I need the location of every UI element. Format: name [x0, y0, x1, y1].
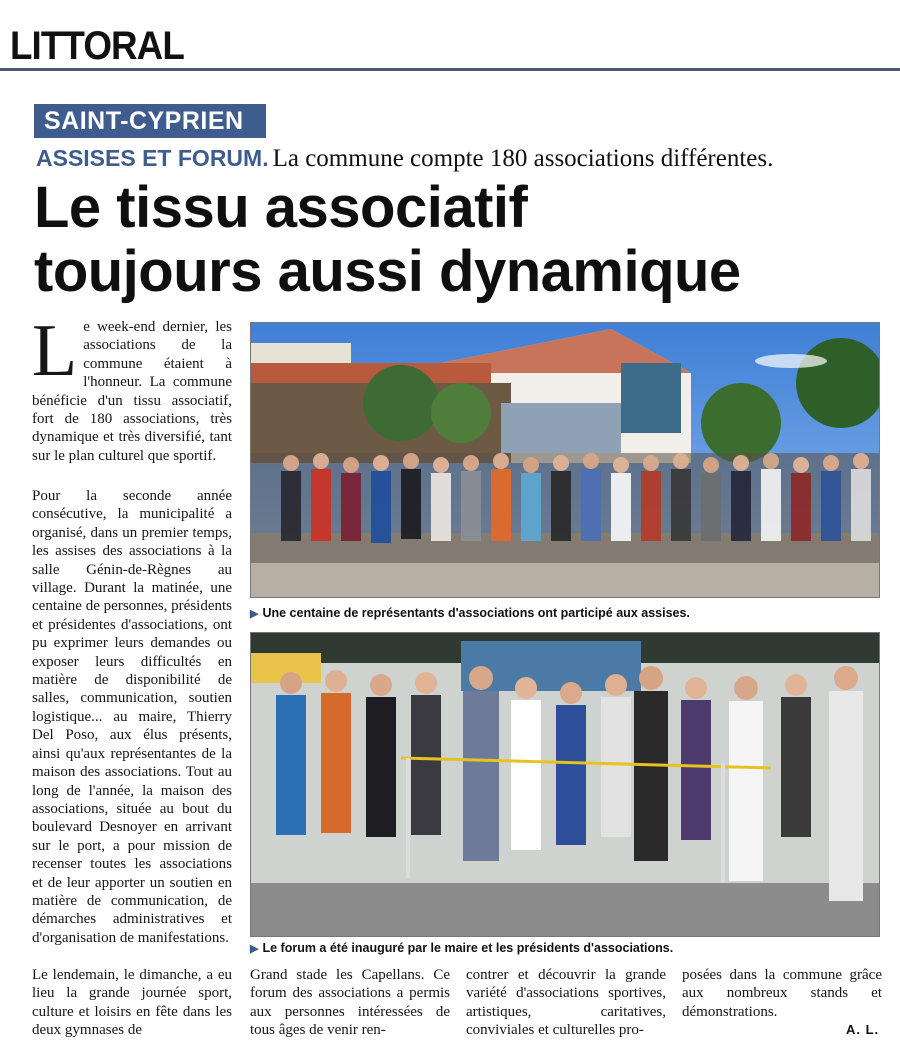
photo-assises	[250, 322, 880, 598]
photo-forum	[250, 632, 880, 937]
headline-line-2: toujours aussi dynamique	[34, 239, 741, 304]
headline	[34, 176, 894, 304]
caption-photo-assises	[250, 606, 890, 620]
paragraph-1-text: e week-end dernier, les associations de la commune étaient à l'honneur. La commune bénéficie d'un tissu associatif, fort de 180 associations, très dynamique et très diversifié, tant sur le plan culturel que sportif.	[32, 319, 232, 464]
caption-photo-forum-text: Le forum a été inauguré par le maire et les présidents d'associations.	[262, 941, 674, 955]
section-divider	[0, 68, 900, 71]
body-paragraph-3-col3: contrer et découvrir la grande variété d'associations sportives, artistiques, caritatives, conviviales et culturelles pro-	[466, 967, 666, 1039]
town-tag: SAINT-CYPRIEN	[34, 104, 266, 138]
caption-photo-assises-text: Une centaine de représentants d'associations ont participé aux assises.	[262, 606, 690, 620]
headline-line-1: Le tissu associatif	[34, 175, 528, 240]
caption-marker-icon: ▶	[250, 943, 259, 955]
body-paragraph-3-col2: Grand stade les Capellans. Ce forum des associations a permis aux personnes intéressées de tous âges de venir ren-	[250, 967, 450, 1039]
deck: La commune compte 180 associations différentes.	[272, 145, 774, 172]
caption-marker-icon: ▶	[250, 608, 259, 620]
caption-photo-forum	[250, 941, 890, 955]
byline: A. L.	[846, 1022, 880, 1037]
photo-forum-image	[251, 633, 880, 937]
section-title: LITTORAL	[10, 24, 184, 68]
photo-assises-image	[251, 323, 880, 598]
dropcap: L	[32, 310, 78, 392]
body-paragraph-2: Pour la seconde année consécutive, la municipalité a organisé, dans un premier temps, les assises des associations à la salle Génin-de-Règnes au village. Durant la matinée, une centaine de personnes, présidents et présidentes d'associations, ont pu exprimer leurs demandes ou exposer leurs difficultés en matière de disponibilité de salles, communication, soutien logistique... au maire, Thierry Del Poso, aux élus présents, ainsi qu'aux représentantes de la maison des associations. Tout au long de l'année, la maison des associations, située au bout du boulevard Desnoyer en arrivant sur le port, a pour mission de recenser toutes les associations et de leur apporter un soutien en matière de communication, de démarches administratives et d'organisation de manifestations.	[32, 488, 232, 946]
kicker: ASSISES ET FORUM.	[36, 145, 269, 171]
body-paragraph-3-col4: posées dans la commune grâce aux nombreux stands et démonstrations.	[682, 967, 882, 1020]
kicker-line	[36, 145, 773, 173]
body-paragraph-3-col1: Le lendemain, le dimanche, a eu lieu la grande journée sport, culture et loisirs en fête dans les deux gymnases de	[32, 967, 232, 1039]
body-paragraph-1	[32, 310, 232, 465]
